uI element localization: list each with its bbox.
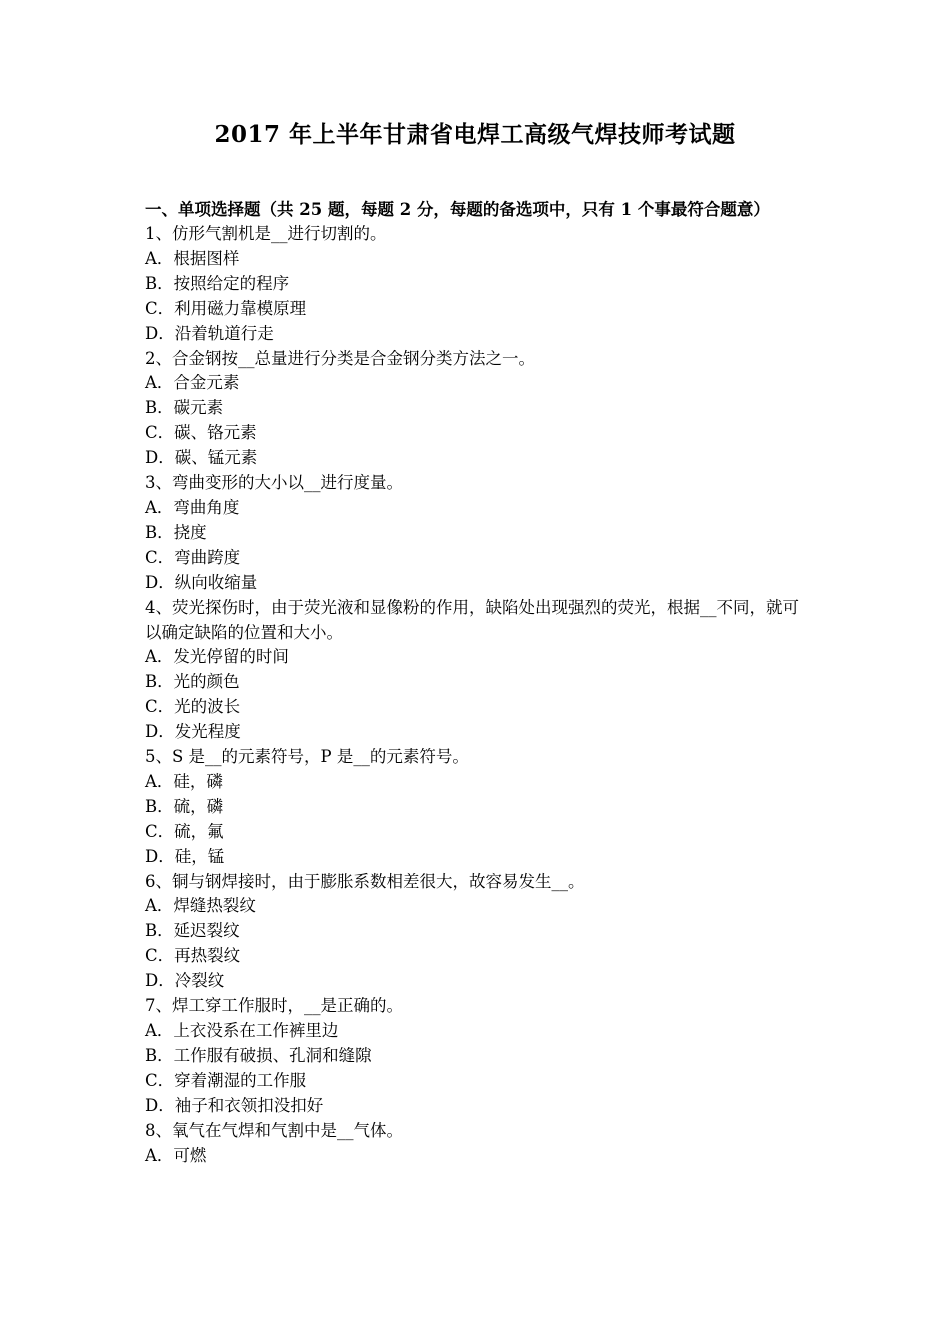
answer-option: C．穿着潮湿的工作服 (145, 1070, 307, 1090)
answer-option: C．再热裂纹 (145, 946, 241, 966)
question-item (145, 347, 810, 472)
question-item (145, 745, 810, 870)
answer-option: A．可燃 (145, 1145, 207, 1165)
answer-option: C．硫，氟 (145, 821, 224, 841)
question-item (145, 596, 810, 745)
question-stem: 2、合金钢按__总量进行分类是合金钢分类方法之一。 (145, 348, 535, 368)
answer-option: D．纵向收缩量 (145, 572, 258, 592)
answer-option: C．利用磁力靠模原理 (145, 298, 307, 318)
question-stem: 5、S 是__的元素符号，P 是__的元素符号。 (145, 747, 469, 767)
question-item (145, 870, 810, 995)
question-stem: 1、仿形气割机是__进行切割的。 (145, 224, 387, 243)
answer-option: B．碳元素 (145, 398, 224, 418)
answer-option: C．碳、铬元素 (145, 423, 257, 443)
question-stem: 6、铜与钢焊接时，由于膨胀系数相差很大，故容易发生__。 (145, 871, 585, 891)
question-stem: 4、荧光探伤时，由于荧光液和显像粉的作用，缺陷处出现强烈的荧光，根据__不同，就可以确定缺陷的位置和大小。 (145, 597, 799, 642)
answer-option: C．弯曲跨度 (145, 547, 241, 567)
question-item (145, 222, 810, 347)
question-list (145, 222, 810, 1168)
answer-option: B．挠度 (145, 522, 207, 542)
answer-option: B．延迟裂纹 (145, 921, 240, 941)
answer-option: A．上衣没系在工作裤里边 (145, 1021, 339, 1040)
answer-option: A．发光停留的时间 (145, 647, 289, 667)
answer-option: D．发光程度 (145, 722, 241, 742)
answer-option: C．光的波长 (145, 697, 241, 717)
answer-option: D．沿着轨道行走 (145, 323, 274, 343)
question-item (145, 994, 810, 1119)
page-title: 2017 年上半年甘肃省电焊工高级气焊技师考试题 (214, 121, 736, 148)
answer-option: B．按照给定的程序 (145, 273, 290, 293)
exam-content (145, 197, 810, 1168)
question-stem: 7、焊工穿工作服时，__是正确的。 (145, 996, 403, 1016)
answer-option: D．冷裂纹 (145, 971, 225, 991)
answer-option: A．合金元素 (145, 373, 240, 393)
answer-option: A．硅，磷 (145, 771, 223, 791)
question-item (145, 471, 810, 596)
question-stem: 8、氧气在气焊和气割中是__气体。 (145, 1120, 403, 1140)
answer-option: D．碳、锰元素 (145, 448, 258, 468)
answer-option: A．弯曲角度 (145, 497, 240, 517)
answer-option: D．袖子和衣领扣没扣好 (145, 1095, 324, 1115)
question-item (145, 1119, 810, 1169)
answer-option: B．硫，磷 (145, 796, 224, 816)
answer-option: A．焊缝热裂纹 (145, 896, 256, 916)
answer-option: D．硅，锰 (145, 846, 225, 866)
answer-option: A．根据图样 (145, 248, 240, 268)
answer-option: B．工作服有破损、孔洞和缝隙 (145, 1045, 372, 1065)
answer-option: B．光的颜色 (145, 672, 240, 692)
question-stem: 3、弯曲变形的大小以__进行度量。 (145, 473, 403, 493)
section-header: 一、单项选择题（共 25 题，每题 2 分，每题的备选项中，只有 1 个事最符合题意） (145, 200, 770, 219)
